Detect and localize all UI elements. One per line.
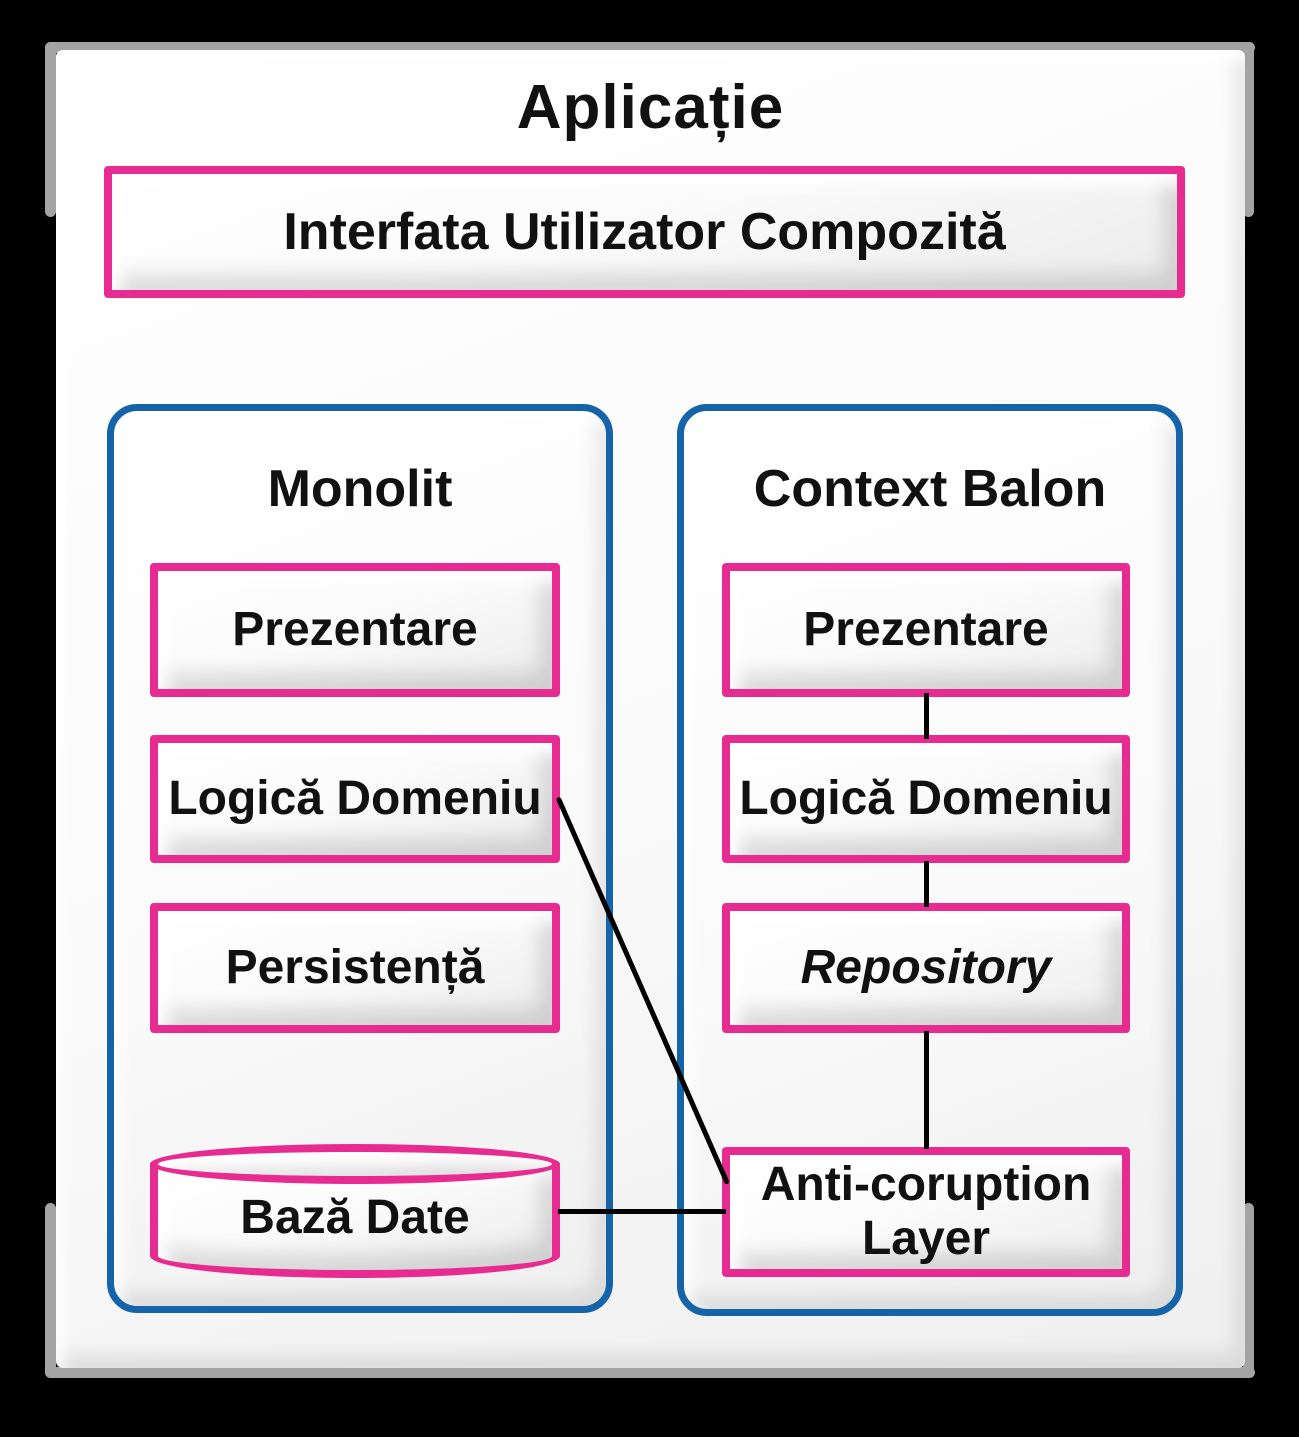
baza-date-label: Bază Date (240, 1190, 470, 1244)
monolit-logica-domeniu-box (150, 735, 560, 863)
frame-clip-bottom (45, 1367, 1255, 1378)
monolit-persistenta-label: Persistență (225, 941, 485, 995)
frame-clip-top-left (45, 42, 56, 217)
monolit-prezentare-box (150, 563, 560, 697)
context-balon-logica-domeniu-box (722, 735, 1130, 863)
context-balon-prezentare-box (722, 563, 1130, 697)
context-balon-title: Context Balon (753, 460, 1107, 518)
monolit-persistenta-box (150, 903, 560, 1033)
context-balon-logica-domeniu-label: Logică Domeniu (739, 772, 1113, 826)
anti-coruption-layer-box (722, 1147, 1130, 1277)
context-balon-repository-box (722, 903, 1130, 1033)
context-balon-repository-label: Repository (800, 941, 1052, 995)
monolit-logica-domeniu-label: Logică Domeniu (168, 772, 542, 826)
composite-ui-box (104, 166, 1185, 298)
application-title: Aplicație (516, 73, 785, 142)
monolit-title: Monolit (267, 460, 453, 518)
connector-logica-repository (924, 861, 929, 907)
connector-bazadate-acl (558, 1209, 726, 1214)
anti-coruption-layer-label: Anti-coruption Layer (760, 1158, 1092, 1265)
connector-repository-acl (924, 1031, 929, 1149)
composite-ui-label: Interfata Utilizator Compozită (283, 202, 1006, 261)
monolit-prezentare-label: Prezentare (232, 603, 478, 657)
baza-date-cylinder-top (150, 1144, 560, 1184)
context-balon-prezentare-label: Prezentare (803, 603, 1049, 657)
connector-prezentare-logica (924, 693, 929, 739)
frame-clip-bottom-left (45, 1203, 56, 1378)
